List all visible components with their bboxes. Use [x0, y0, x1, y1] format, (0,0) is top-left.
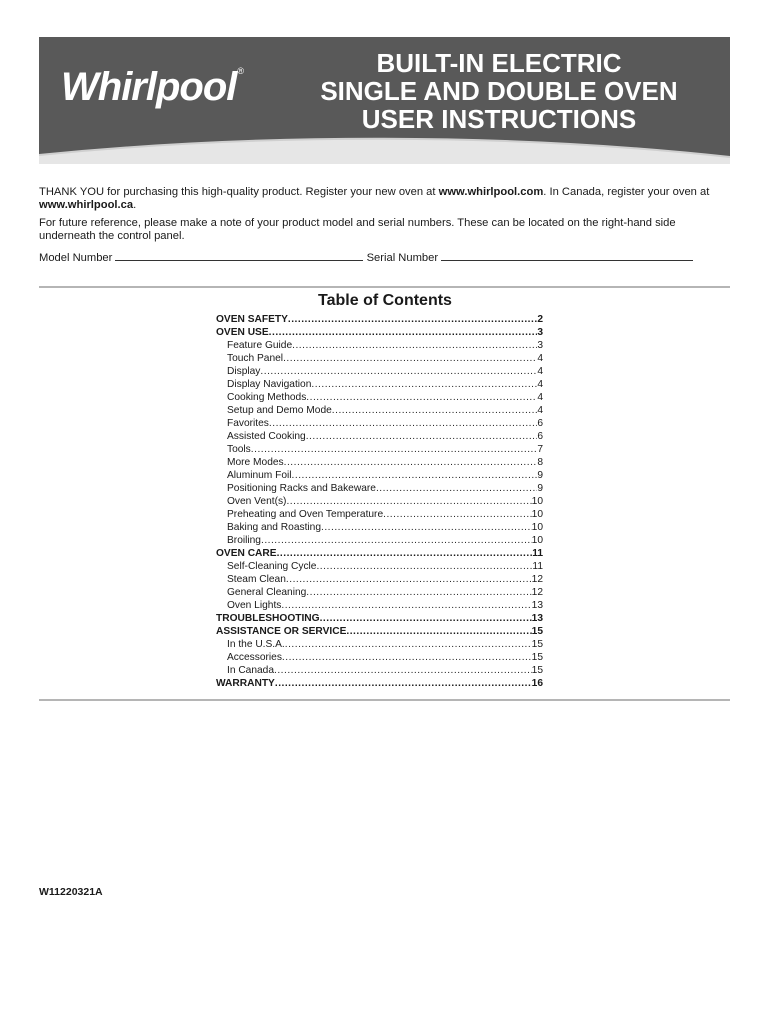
toc-leader-dots [311, 378, 537, 391]
toc-entry[interactable] [216, 456, 543, 469]
toc-entry-page: 6 [537, 431, 543, 442]
toc-entry[interactable] [216, 625, 543, 638]
toc-entry-page: 11 [532, 561, 543, 572]
toc-leader-dots [274, 664, 532, 677]
toc-entry[interactable] [216, 521, 543, 534]
toc-leader-dots [260, 365, 537, 378]
toc-entry-page: 13 [531, 613, 543, 624]
toc-entry-page: 6 [537, 418, 543, 429]
whirlpool-com-link[interactable]: www.whirlpool.com [438, 186, 544, 198]
toc-entry[interactable] [216, 573, 543, 586]
toc-entry-label: OVEN CARE [216, 548, 277, 559]
toc-entry-label: Steam Clean [227, 574, 286, 585]
toc-entry[interactable] [216, 651, 543, 664]
toc-entry[interactable] [216, 677, 543, 690]
toc-entry-page: 15 [531, 652, 543, 663]
toc-entry-label: Preheating and Oven Temperature [227, 509, 384, 520]
toc-entry-label: General Cleaning [227, 587, 307, 598]
toc-leader-dots [269, 417, 537, 430]
toc-entry[interactable] [216, 417, 543, 430]
intro-text-segment: . In Canada, register your oven at [543, 186, 710, 198]
toc-entry-label: Display Navigation [227, 379, 312, 390]
whirlpool-logo [61, 67, 243, 107]
toc-entry-page: 15 [531, 639, 543, 650]
model-number-field[interactable] [115, 250, 363, 261]
toc-entry-label: Setup and Demo Mode [227, 405, 332, 416]
toc-leader-dots [320, 612, 532, 625]
toc-entry-label: Tools [227, 444, 251, 455]
toc-leader-dots [286, 573, 532, 586]
toc-entry-page: 10 [531, 496, 543, 507]
toc-entry-page: 10 [531, 522, 543, 533]
toc-entry-label: Positioning Racks and Bakeware [227, 483, 376, 494]
toc-entry-label: In Canada [227, 665, 275, 676]
toc-leader-dots [282, 651, 532, 664]
toc-entry-label: ASSISTANCE OR SERVICE [216, 626, 347, 637]
toc-entry[interactable] [216, 326, 543, 339]
toc-entry[interactable] [216, 560, 543, 573]
toc-entry-page: 3 [537, 340, 543, 351]
toc-entry-page: 12 [531, 587, 543, 598]
toc-entry-label: Touch Panel [227, 353, 284, 364]
toc-entry-label: Self-Cleaning Cycle [227, 561, 317, 572]
model-serial-line [39, 250, 729, 264]
document-number: W11220321A [39, 886, 103, 898]
model-number-label: Model Number [39, 252, 113, 264]
toc-leader-dots [269, 326, 538, 339]
toc-leader-dots [376, 482, 537, 495]
toc-entry-label: OVEN USE [216, 327, 269, 338]
toc-entry-label: TROUBLESHOOTING [216, 613, 320, 624]
toc-entry-page: 13 [531, 600, 543, 611]
toc-leader-dots [277, 547, 533, 560]
toc-leader-dots [332, 404, 538, 417]
toc-entry-page: 4 [537, 353, 543, 364]
toc-entry-page: 3 [537, 327, 543, 338]
toc-entry[interactable] [216, 586, 543, 599]
toc-entry[interactable] [216, 495, 543, 508]
toc-entry-label: Feature Guide [227, 340, 293, 351]
toc-entry-page: 15 [531, 626, 543, 637]
toc-entry[interactable] [216, 638, 543, 651]
toc-entry[interactable] [216, 612, 543, 625]
toc-leader-dots [383, 508, 532, 521]
toc-entry-label: OVEN SAFETY [216, 314, 288, 325]
intro-paragraph-thanks [39, 186, 729, 211]
toc-leader-dots [306, 430, 538, 443]
serial-number-label: Serial Number [366, 252, 439, 264]
toc-leader-dots [316, 560, 532, 573]
toc-entry-label: Baking and Roasting [227, 522, 322, 533]
toc-entry-label: Oven Vent(s) [227, 496, 287, 507]
toc-entry-label: Broiling [227, 535, 261, 546]
toc-entry-page: 9 [537, 483, 543, 494]
toc-entry[interactable] [216, 469, 543, 482]
toc-entry[interactable] [216, 378, 543, 391]
title-line: BUILT-IN ELECTRIC [376, 48, 622, 78]
document-title [279, 49, 719, 133]
toc-entry-label: Oven Lights [227, 600, 282, 611]
toc-entry-page: 8 [537, 457, 543, 468]
toc-entry[interactable] [216, 599, 543, 612]
table-of-contents [216, 313, 543, 690]
toc-leader-dots [288, 313, 537, 326]
toc-entry[interactable] [216, 352, 543, 365]
toc-entry-page: 16 [531, 678, 543, 689]
title-line: SINGLE AND DOUBLE OVEN [320, 76, 678, 106]
toc-entry-page: 4 [537, 405, 543, 416]
toc-entry[interactable] [216, 547, 543, 560]
toc-entry-page: 4 [537, 366, 543, 377]
toc-entry[interactable] [216, 443, 543, 456]
toc-entry[interactable] [216, 664, 543, 677]
toc-leader-dots [275, 677, 532, 690]
toc-entry-label: Display [227, 366, 261, 377]
toc-entry-page: 4 [537, 379, 543, 390]
toc-entry-label: Cooking Methods [227, 392, 307, 403]
toc-entry-label: In the U.S.A. [227, 639, 285, 650]
divider-top [39, 286, 730, 288]
toc-entry[interactable] [216, 482, 543, 495]
intro-paragraph-reference: For future reference, please make a note of your product model and serial numbers. These can be located on the right-hand side underneath the control panel. [39, 217, 676, 242]
toc-entry-page: 2 [537, 314, 543, 325]
toc-entry-label: Assisted Cooking [227, 431, 306, 442]
toc-entry[interactable] [216, 391, 543, 404]
toc-entry[interactable] [216, 313, 543, 326]
serial-number-field[interactable] [441, 250, 693, 261]
toc-entry-page: 4 [537, 392, 543, 403]
toc-leader-dots [261, 534, 532, 547]
toc-leader-dots [281, 599, 531, 612]
toc-entry[interactable] [216, 339, 543, 352]
toc-entry[interactable] [216, 534, 543, 547]
toc-entry-label: WARRANTY [216, 678, 275, 689]
toc-entry-label: Favorites [227, 418, 269, 429]
toc-entry-page: 10 [531, 509, 543, 520]
toc-entry-page: 9 [537, 470, 543, 481]
toc-leader-dots [346, 625, 531, 638]
intro-text [39, 186, 729, 248]
intro-text-segment: THANK YOU for purchasing this high-quality product. Register your new oven at [39, 186, 439, 198]
whirlpool-ca-link[interactable]: www.whirlpool.ca [39, 198, 134, 211]
toc-title: Table of Contents [318, 292, 452, 309]
header-banner [39, 37, 730, 164]
logo-text: Whirlpool [61, 65, 237, 109]
toc-entry-label: Accessories [227, 652, 282, 663]
toc-entry-page: 12 [531, 574, 543, 585]
toc-leader-dots [284, 456, 538, 469]
divider-bottom [39, 699, 730, 701]
toc-leader-dots [306, 586, 531, 599]
intro-text-segment: . [133, 198, 137, 211]
toc-leader-dots [306, 391, 537, 404]
toc-leader-dots [285, 638, 532, 651]
toc-entry-label: Aluminum Foil [227, 470, 292, 481]
title-line: USER INSTRUCTIONS [361, 104, 637, 134]
logo-registered-mark: ® [237, 66, 244, 76]
toc-leader-dots [251, 443, 538, 456]
toc-entry[interactable] [216, 365, 543, 378]
toc-leader-dots [283, 352, 537, 365]
toc-entry[interactable] [216, 404, 543, 417]
toc-leader-dots [321, 521, 532, 534]
toc-entry-page: 10 [531, 535, 543, 546]
toc-leader-dots [292, 469, 538, 482]
toc-entry-page: 15 [531, 665, 543, 676]
toc-entry-label: More Modes [227, 457, 284, 468]
toc-leader-dots [292, 339, 537, 352]
toc-leader-dots [286, 495, 531, 508]
toc-entry[interactable] [216, 430, 543, 443]
toc-entry[interactable] [216, 508, 543, 521]
toc-entry-page: 7 [537, 444, 543, 455]
toc-entry-page: 11 [532, 548, 543, 559]
